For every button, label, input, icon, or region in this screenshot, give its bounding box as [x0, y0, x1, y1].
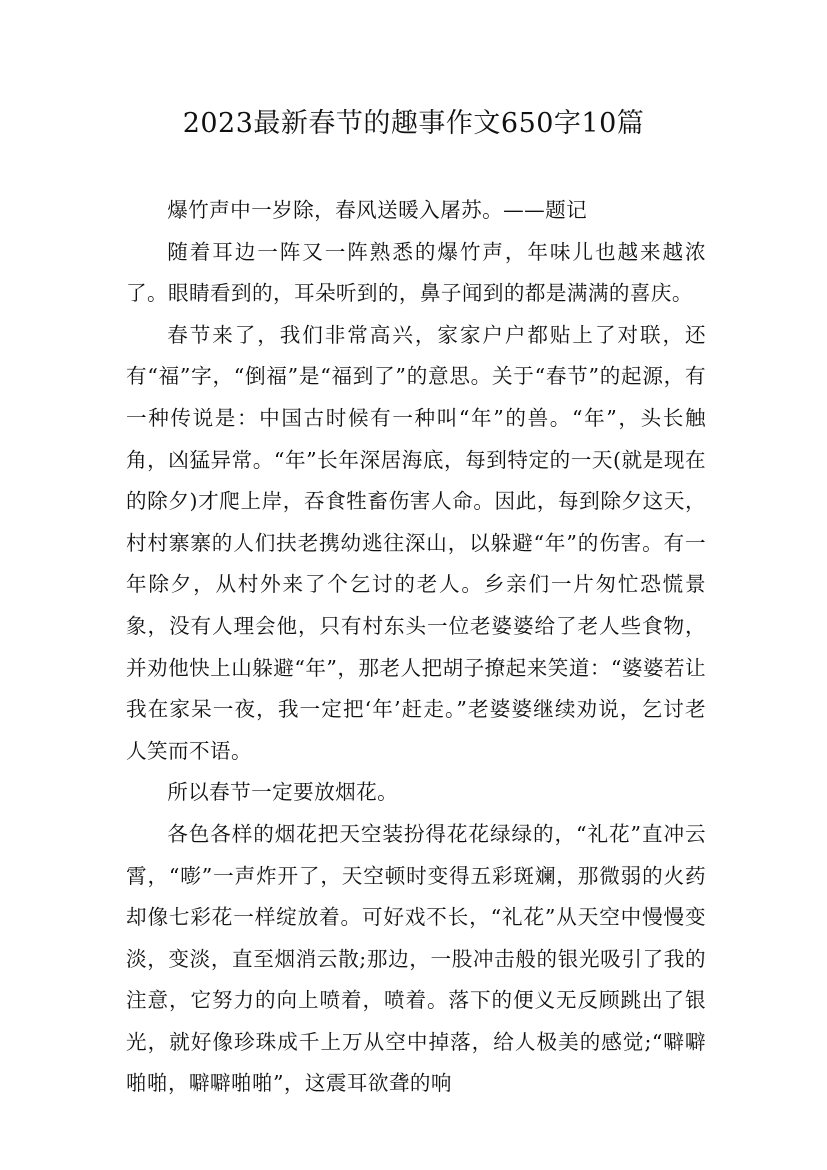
- document-body: [126, 190, 706, 1105]
- body-paragraph: 随着耳边一阵又一阵熟悉的爆竹声，年味儿也越来越浓了。眼睛看到的，耳朵听到的，鼻子闻到的都是满满的喜庆。: [126, 239, 706, 306]
- body-paragraph: 所以春节一定要放烟花。: [167, 780, 399, 805]
- epigraph-paragraph: 爆竹声中一岁除，春风送暖入屠苏。——题记: [167, 198, 588, 222]
- document-title: 2023最新春节的趣事作文650字10篇: [182, 108, 645, 139]
- body-paragraph: 春节来了，我们非常高兴，家家户户都贴上了对联，还有“福”字，“倒福”是“福到了”的意思。关于“春节”的起源，有一种传说是：中国古时候有一种叫“年”的兽。“年”，头长触角，凶猛异常。“年”长年深居海底，每到特定的一天(就是现在的除夕)才爬上岸，吞食牲畜伤害人命。因此，每到除夕这天，村村寨寨的人们扶老携幼逃往深山，以躲避“年”的伤害。有一年除夕，从村外来了个乞讨的老人。乡亲们一片匆忙恐慌景象，没有人理会他，只有村东头一位老婆婆给了老人些食物，并劝他快上山躲避“年”，那老人把胡子撩起来笑道：“婆婆若让我在家呆一夜，我一定把‘年’赶走。”老婆婆继续劝说，乞讨老人笑而不语。: [126, 322, 706, 763]
- body-paragraph: 各色各样的烟花把天空装扮得花花绿绿的，“礼花”直冲云霄，“嘭”一声炸开了，天空顿时变得五彩斑斓，那微弱的火药却像七彩花一样绽放着。可好戏不长，“礼花”从天空中慢慢变淡，变淡，直至烟消云散;那边，一股冲击般的银光吸引了我的注意，它努力的向上喷着，喷着。落下的便义无反顾跳出了银光，就好像珍珠成千上万从空中掉落，给人极美的感觉;“噼噼啪啪，噼噼啪啪”，这震耳欲聋的响: [126, 821, 706, 1096]
